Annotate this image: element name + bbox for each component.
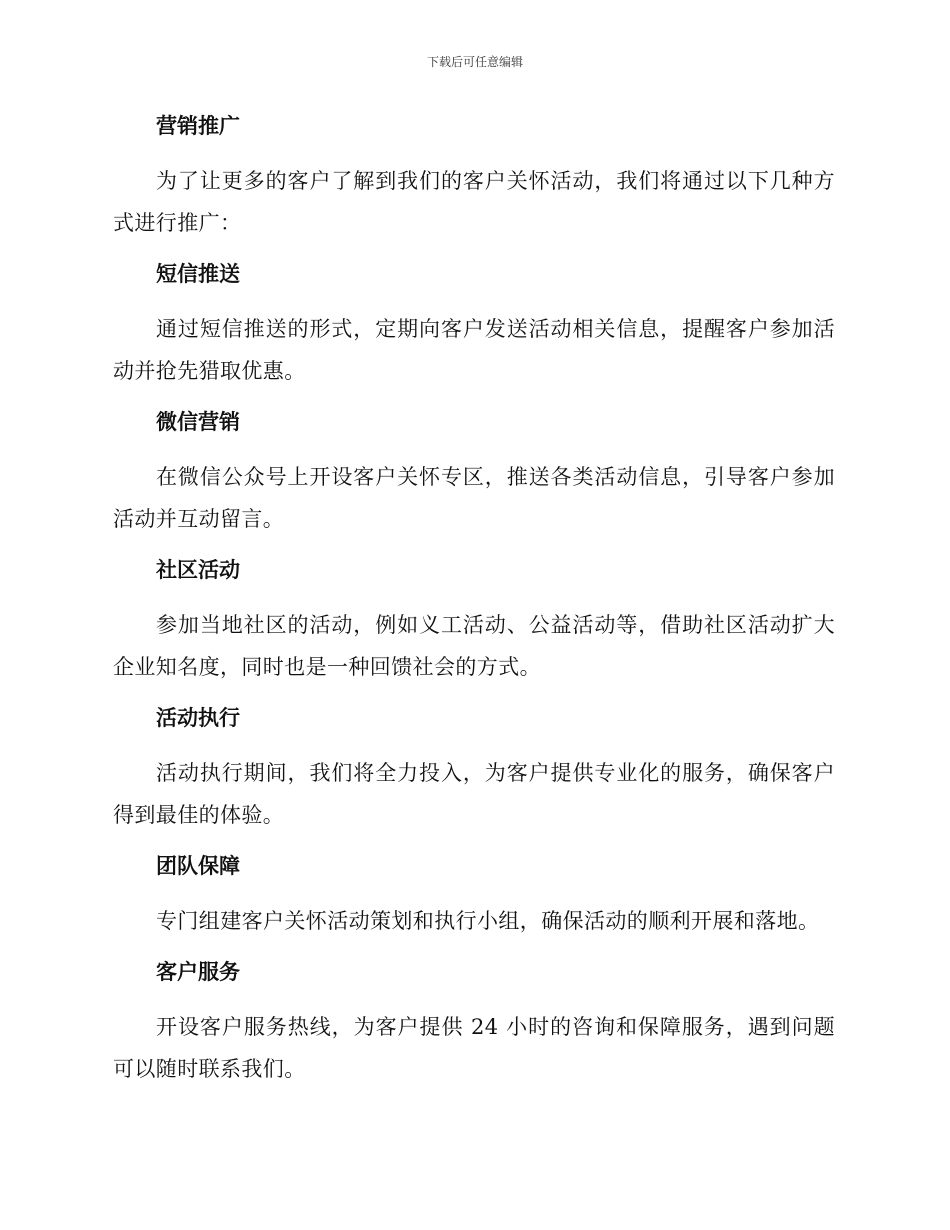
section-text-execution: 活动执行期间，我们将全力投入，为客户提供专业化的服务，确保客户得到最佳的体验。 — [113, 761, 835, 827]
section-text-wechat: 在微信公众号上开设客户关怀专区，推送各类活动信息，引导客户参加活动并互动留言。 — [113, 465, 835, 531]
section-text-service: 开设客户服务热线，为客户提供 24 小时的咨询和保障服务，遇到问题可以随时联系我们。 — [113, 1015, 835, 1081]
section-text-marketing: 为了让更多的客户了解到我们的客户关怀活动，我们将通过以下几种方式进行推广： — [113, 169, 835, 235]
page-header-note: 下载后可任意编辑 — [426, 55, 523, 69]
section-text-team: 专门组建客户关怀活动策划和执行小组，确保活动的顺利开展和落地。 — [156, 909, 820, 933]
section-heading-execution: 活动执行 — [156, 706, 240, 730]
section-heading-team: 团队保障 — [156, 854, 240, 878]
section-heading-wechat: 微信营销 — [156, 410, 240, 434]
section-heading-service: 客户服务 — [156, 960, 240, 984]
section-text-community: 参加当地社区的活动，例如义工活动、公益活动等，借助社区活动扩大企业知名度，同时也是一种回馈社会的方式。 — [113, 613, 835, 679]
document-body — [113, 108, 835, 1102]
section-heading-marketing: 营销推广 — [156, 114, 240, 138]
section-text-sms: 通过短信推送的形式，定期向客户发送活动相关信息，提醒客户参加活动并抢先猎取优惠。 — [113, 317, 835, 383]
section-heading-sms: 短信推送 — [156, 262, 240, 286]
section-heading-community: 社区活动 — [156, 558, 240, 582]
